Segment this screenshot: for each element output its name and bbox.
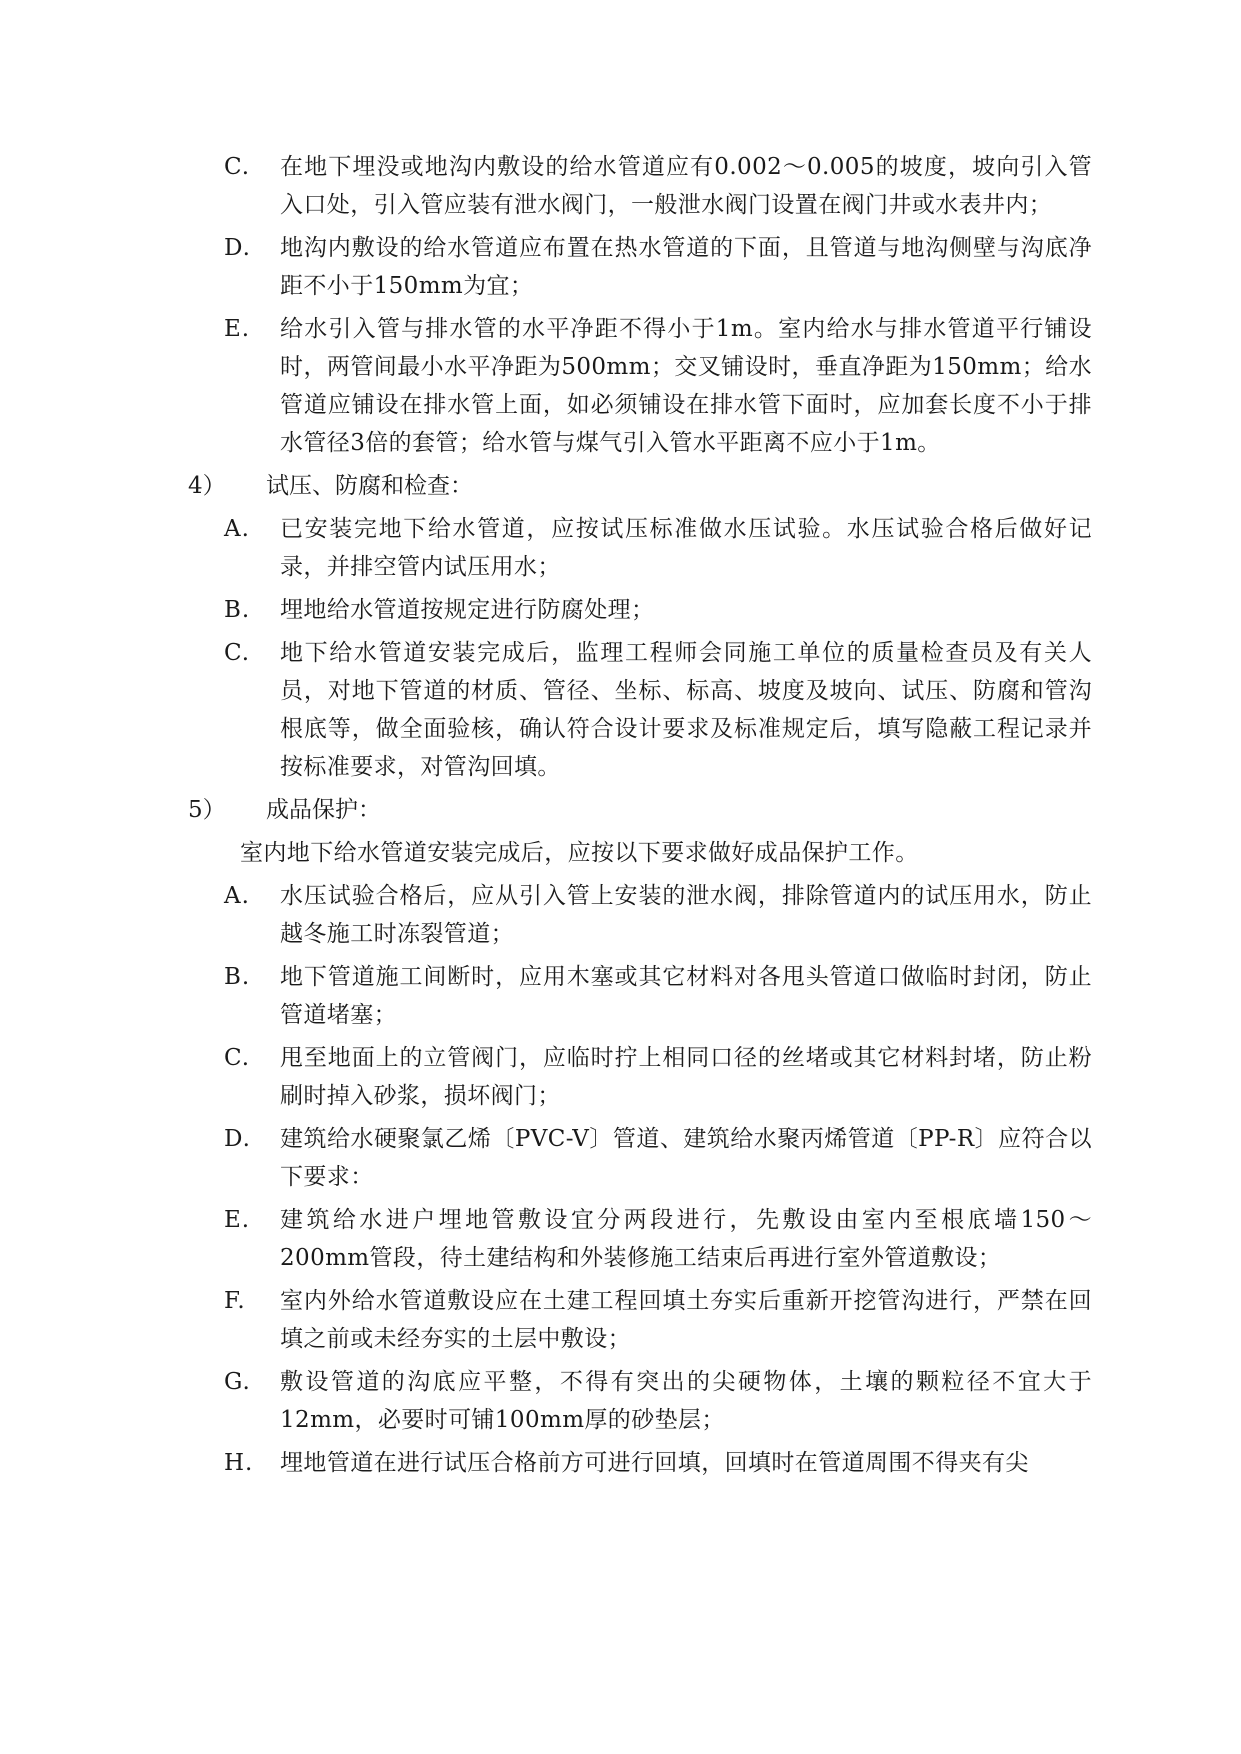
item-marker: A. <box>224 883 250 909</box>
item-marker: H. <box>224 1450 254 1476</box>
item-marker: D. <box>224 1126 251 1152</box>
item-text: 建筑给水进户埋地管敷设宜分两段进行，先敷设由室内至根底墙150～200mm管段，待土建结构和外装修施工结束后再进行室外管道敷设； <box>280 1207 1092 1271</box>
item-marker: A. <box>224 516 250 542</box>
item-marker: C. <box>224 640 251 666</box>
item-text: 地下给水管道安装完成后，监理工程师会同施工单位的质量检查员及有关人员，对地下管道的材质、管径、坐标、标高、坡度及坡向、试压、防腐和管沟根底等，做全面验核，确认符合设计要求及标准规定后，填写隐蔽工程记录并按标准要求，对管沟回填。 <box>280 640 1092 780</box>
list-item <box>0 229 1241 305</box>
item-text: 敷设管道的沟底应平整，不得有突出的尖硬物体，土壤的颗粒径不宜大于12mm，必要时可铺100mm厚的砂垫层； <box>280 1369 1092 1433</box>
section-number: 4） <box>188 473 226 499</box>
item-marker: G. <box>224 1369 251 1395</box>
list-item <box>0 634 1241 786</box>
item-text: 给水引入管与排水管的水平净距不得小于1m。室内给水与排水管道平行铺设时，两管间最小水平净距为500mm；交叉铺设时，垂直净距为150mm；给水管道应铺设在排水管上面，如必须铺设在排水管下面时，应加套长度不小于排水管径3倍的套管；给水管与煤气引入管水平距离不应小于1m。 <box>280 316 1092 456</box>
section-title: 成品保护： <box>266 797 381 823</box>
item-marker: D. <box>224 235 251 261</box>
section-heading-4 <box>0 467 1241 505</box>
item-marker: B. <box>224 964 251 990</box>
list-item <box>0 310 1241 462</box>
list-item <box>0 1363 1241 1439</box>
list-item <box>0 1201 1241 1277</box>
list-item <box>0 1039 1241 1115</box>
list-item <box>0 1282 1241 1358</box>
list-item <box>0 591 1241 629</box>
item-text: 水压试验合格后，应从引入管上安装的泄水阀，排除管道内的试压用水，防止越冬施工时冻裂管道； <box>280 883 1092 947</box>
list-item <box>0 510 1241 586</box>
section-heading-5 <box>0 791 1241 829</box>
item-text: 埋地管道在进行试压合格前方可进行回填，回填时在管道周围不得夹有尖 <box>280 1450 1029 1476</box>
item-text: 甩至地面上的立管阀门，应临时拧上相同口径的丝堵或其它材料封堵，防止粉刷时掉入砂浆，损坏阀门； <box>280 1045 1092 1109</box>
item-text: 建筑给水硬聚氯乙烯〔PVC-V〕管道、建筑给水聚丙烯管道〔PP-R〕应符合以下要求： <box>280 1126 1092 1190</box>
item-marker: E. <box>224 316 251 342</box>
document-body <box>0 148 1241 1487</box>
section-intro-paragraph: 室内地下给水管道安装完成后，应按以下要求做好成品保护工作。 <box>240 840 919 866</box>
list-item <box>0 877 1241 953</box>
item-text: 埋地给水管道按规定进行防腐处理； <box>280 597 655 623</box>
item-marker: B. <box>224 597 251 623</box>
item-marker: E. <box>224 1207 251 1233</box>
list-item <box>0 1120 1241 1196</box>
list-item <box>0 1444 1241 1482</box>
item-marker: F. <box>224 1288 246 1314</box>
item-text: 地沟内敷设的给水管道应布置在热水管道的下面，且管道与地沟侧壁与沟底净距不小于150mm为宜； <box>280 235 1092 299</box>
section-title: 试压、防腐和检查： <box>266 473 473 499</box>
item-text: 在地下埋没或地沟内敷设的给水管道应有0.002～0.005的坡度，坡向引入管入口处，引入管应装有泄水阀门，一般泄水阀门设置在阀门井或水表井内； <box>280 154 1092 218</box>
list-item <box>0 958 1241 1034</box>
list-item <box>0 148 1241 224</box>
section-number: 5） <box>188 797 226 823</box>
item-marker: C. <box>224 1045 251 1071</box>
item-marker: C. <box>224 154 251 180</box>
item-text: 已安装完地下给水管道，应按试压标准做水压试验。水压试验合格后做好记录，并排空管内试压用水； <box>280 516 1092 580</box>
item-text: 地下管道施工间断时，应用木塞或其它材料对各甩头管道口做临时封闭，防止管道堵塞； <box>280 964 1092 1028</box>
item-text: 室内外给水管道敷设应在土建工程回填土夯实后重新开挖管沟进行，严禁在回填之前或未经夯实的土层中敷设； <box>280 1288 1092 1352</box>
